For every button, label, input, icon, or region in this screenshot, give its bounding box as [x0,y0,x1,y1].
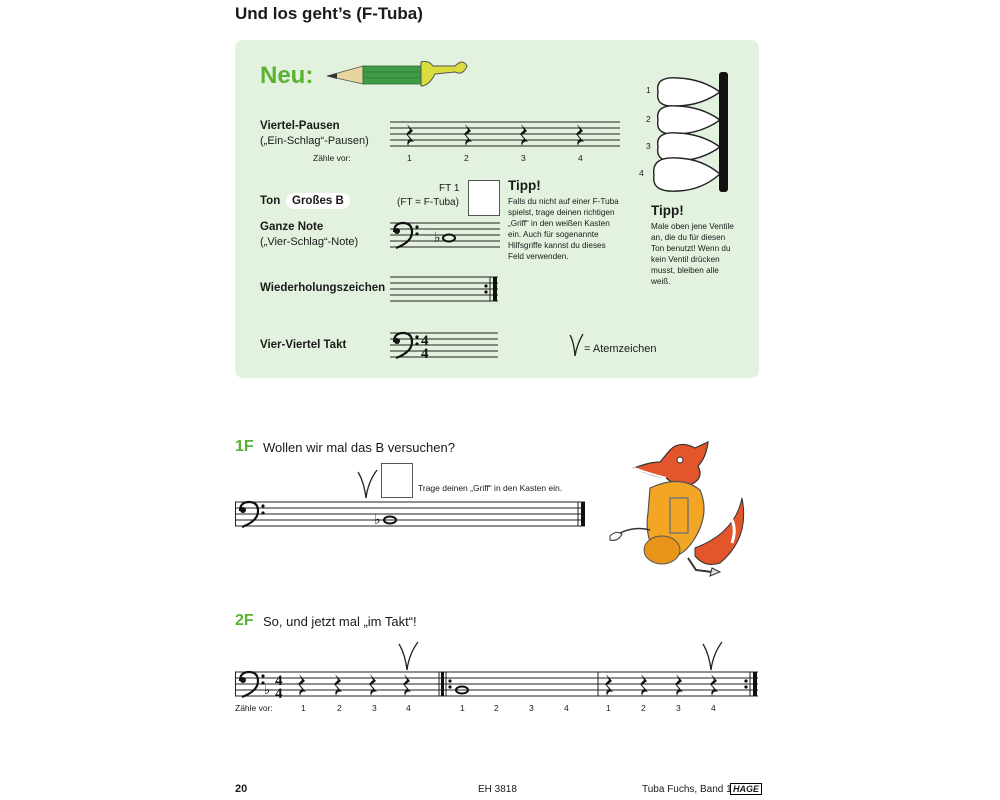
count-2: 2 [641,703,646,713]
tuba-fox-illustration [600,438,755,578]
quarter-rest-icon [406,124,414,146]
exercise-2-count-label: Zähle vor: [235,703,273,713]
count-4: 4 [578,153,583,163]
count-2: 2 [337,703,342,713]
exercise-2-staff [235,670,760,700]
count-2: 2 [464,153,469,163]
ft-label: FT 1 [439,183,460,194]
key-signature-flat: ♭ [264,682,271,697]
quarter-rest-icon [520,124,528,146]
valve-number-1: 1 [646,85,651,95]
fingering-box-1[interactable] [381,463,413,498]
quarter-rest-icon [369,674,377,696]
valve-number-2: 2 [646,114,651,124]
valve-4 [654,158,720,191]
count-1: 1 [606,703,611,713]
repeat-staff [390,275,500,305]
count-4: 4 [711,703,716,713]
time-signature-bottom: 4 [421,346,429,360]
time-signature-staff [390,330,500,360]
time-signature-top: 4 [421,333,429,349]
viertel-pausen-subtitle: („Ein-Schlag“-Pausen) [260,135,369,147]
count-1: 1 [407,153,412,163]
quarter-rest-icon [464,124,472,146]
valve-1 [658,78,720,106]
vier-viertel-takt-label: Vier-Viertel Takt [260,339,347,351]
quarter-rest-icon [403,674,411,696]
whole-note-staff [390,220,500,250]
whole-note-icon [443,235,455,242]
quarter-rest-icon [334,674,342,696]
count-4: 4 [406,703,411,713]
ton-value-badge: Großes B [286,193,350,209]
ft-note: (FT = F-Tuba) [397,197,459,208]
page-title: Und los geht’s (F-Tuba) [235,4,423,23]
neu-heading: Neu: [260,62,314,89]
atemzeichen-label: = Atemzeichen [584,343,657,355]
quarter-rest-icon [640,674,648,696]
count-1: 1 [301,703,306,713]
quarter-rest-icon [710,674,718,696]
quarter-rest-icon [298,674,306,696]
flat-icon: ♭ [434,229,441,245]
tipp1-text: Falls du nicht auf einer F-Tuba spielst, trage deinen richtigen „Griff“ in den weißen Kasten ein. Auch für sogenannte Hilfsgriffe kannst du dieses Feld verwenden. [508,197,619,261]
count-3: 3 [529,703,534,713]
count-2: 2 [494,703,499,713]
exercise-2-title: So, und jetzt mal „im Takt“! [263,614,417,629]
wiederholungszeichen-label: Wiederholungszeichen [260,282,386,294]
count-3: 3 [676,703,681,713]
quarter-rest-icon [675,674,683,696]
breath-mark-icon [396,640,420,672]
viertel-pausen-label: Viertel-Pausen [260,120,340,132]
tipp2-text: Male oben jene Ventile an, die du für diesen Ton benutzt! Wenn du kein Ventil drücken musst, bleiben alle weiß. [651,222,734,286]
catalog-code: EH 3818 [478,784,517,795]
zaehle-vor-label: Zähle vor: [313,153,351,163]
svg-text:4: 4 [275,686,283,700]
exercise-1-box-hint: Trage deinen „Griff“ in den Kasten ein. [418,483,563,493]
count-4: 4 [564,703,569,713]
breath-mark-icon [700,640,724,672]
pencil-icon [325,52,470,92]
fingering-box[interactable] [468,180,500,216]
exercise-1-number: 1F [235,438,254,455]
page-number: 20 [235,783,248,795]
ganze-note-label: Ganze Note [260,221,324,233]
count-1: 1 [460,703,465,713]
exercise-2-number: 2F [235,612,254,629]
ton-label: Ton [260,195,281,207]
count-3: 3 [521,153,526,163]
valve-number-4: 4 [639,168,644,178]
valve-number-3: 3 [646,141,651,151]
breath-mark-icon [355,468,379,500]
exercise-1-staff [235,500,587,530]
valve-2 [658,106,720,134]
valve-3 [658,133,720,161]
quarter-rest-icon [605,674,613,696]
book-title: Tuba Fuchs, Band 1 [642,784,732,795]
publisher-logo: HAGE [730,783,762,795]
tipp1-heading: Tipp! [508,178,541,193]
valve-diagram[interactable] [640,70,740,195]
exercise-1-title: Wollen wir mal das B versuchen? [263,440,455,455]
flat-icon: ♭ [374,511,381,527]
breath-mark-icon [568,332,584,358]
ganze-note-subtitle: („Vier-Schlag“-Note) [260,236,359,248]
count-3: 3 [372,703,377,713]
svg-text:4: 4 [275,673,283,689]
tipp2-heading: Tipp! [651,203,684,218]
rest-staff [390,120,620,150]
quarter-rest-icon [576,124,584,146]
